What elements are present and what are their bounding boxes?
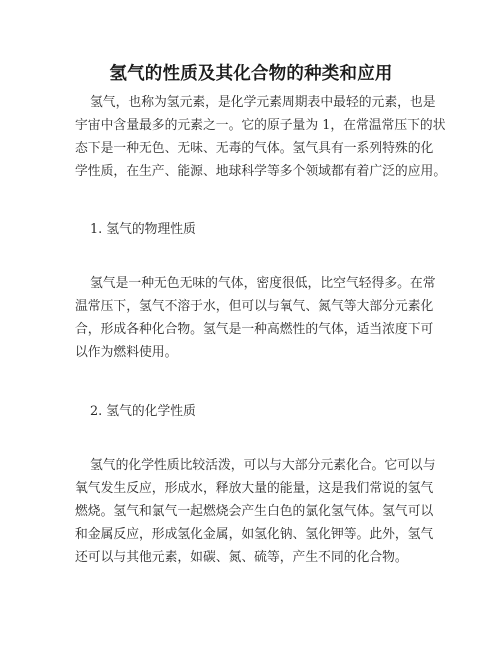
section-2-line-2: 氧气发生反应，形成水，释放大量的能量，这是我们常说的氢气 xyxy=(75,481,434,496)
section-2-line-4: 和金属反应，形成氢化金属，如氢化钠、氢化钾等。此外，氢气 xyxy=(75,527,434,542)
section-1-line-1: 氢气是一种无色无味的气体，密度很低，比空气轻得多。在常 xyxy=(90,276,436,291)
intro-line-2: 宇宙中含量最多的元素之一。它的原子量为 1，在常温常压下的状 xyxy=(75,118,446,133)
section-1-heading: 1. 氢气的物理性质 xyxy=(90,222,196,237)
intro-line-4: 学性质，在生产、能源、地球科学等多个领域都有着广泛的应用。 xyxy=(75,164,447,179)
section-2-line-3: 燃烧。氢气和氯气一起燃烧会产生白色的氯化氢气体。氢气可以 xyxy=(75,504,434,519)
section-1-line-4: 以作为燃料使用。 xyxy=(75,345,178,360)
document-title: 氢气的性质及其化合物的种类和应用 xyxy=(109,64,393,84)
section-2-line-1: 氢气的化学性质比较活泼，可以与大部分元素化合。它可以与 xyxy=(90,458,436,473)
intro-line-3: 态下是一种无色、无味、无毒的气体。氢气具有一系列特殊的化 xyxy=(75,141,434,156)
section-1-line-3: 合，形成各种化合物。氢气是一种高燃性的气体，适当浓度下可 xyxy=(75,322,434,337)
section-2-heading: 2. 氢气的化学性质 xyxy=(90,404,196,419)
section-2-line-5: 还可以与其他元素，如碳、氮、硫等，产生不同的化合物。 xyxy=(75,550,408,565)
intro-line-1: 氢气，也称为氢元素，是化学元素周期表中最轻的元素，也是 xyxy=(90,95,436,110)
section-1-line-2: 温常压下，氢气不溶于水，但可以与氧气、氮气等大部分元素化 xyxy=(75,299,434,314)
